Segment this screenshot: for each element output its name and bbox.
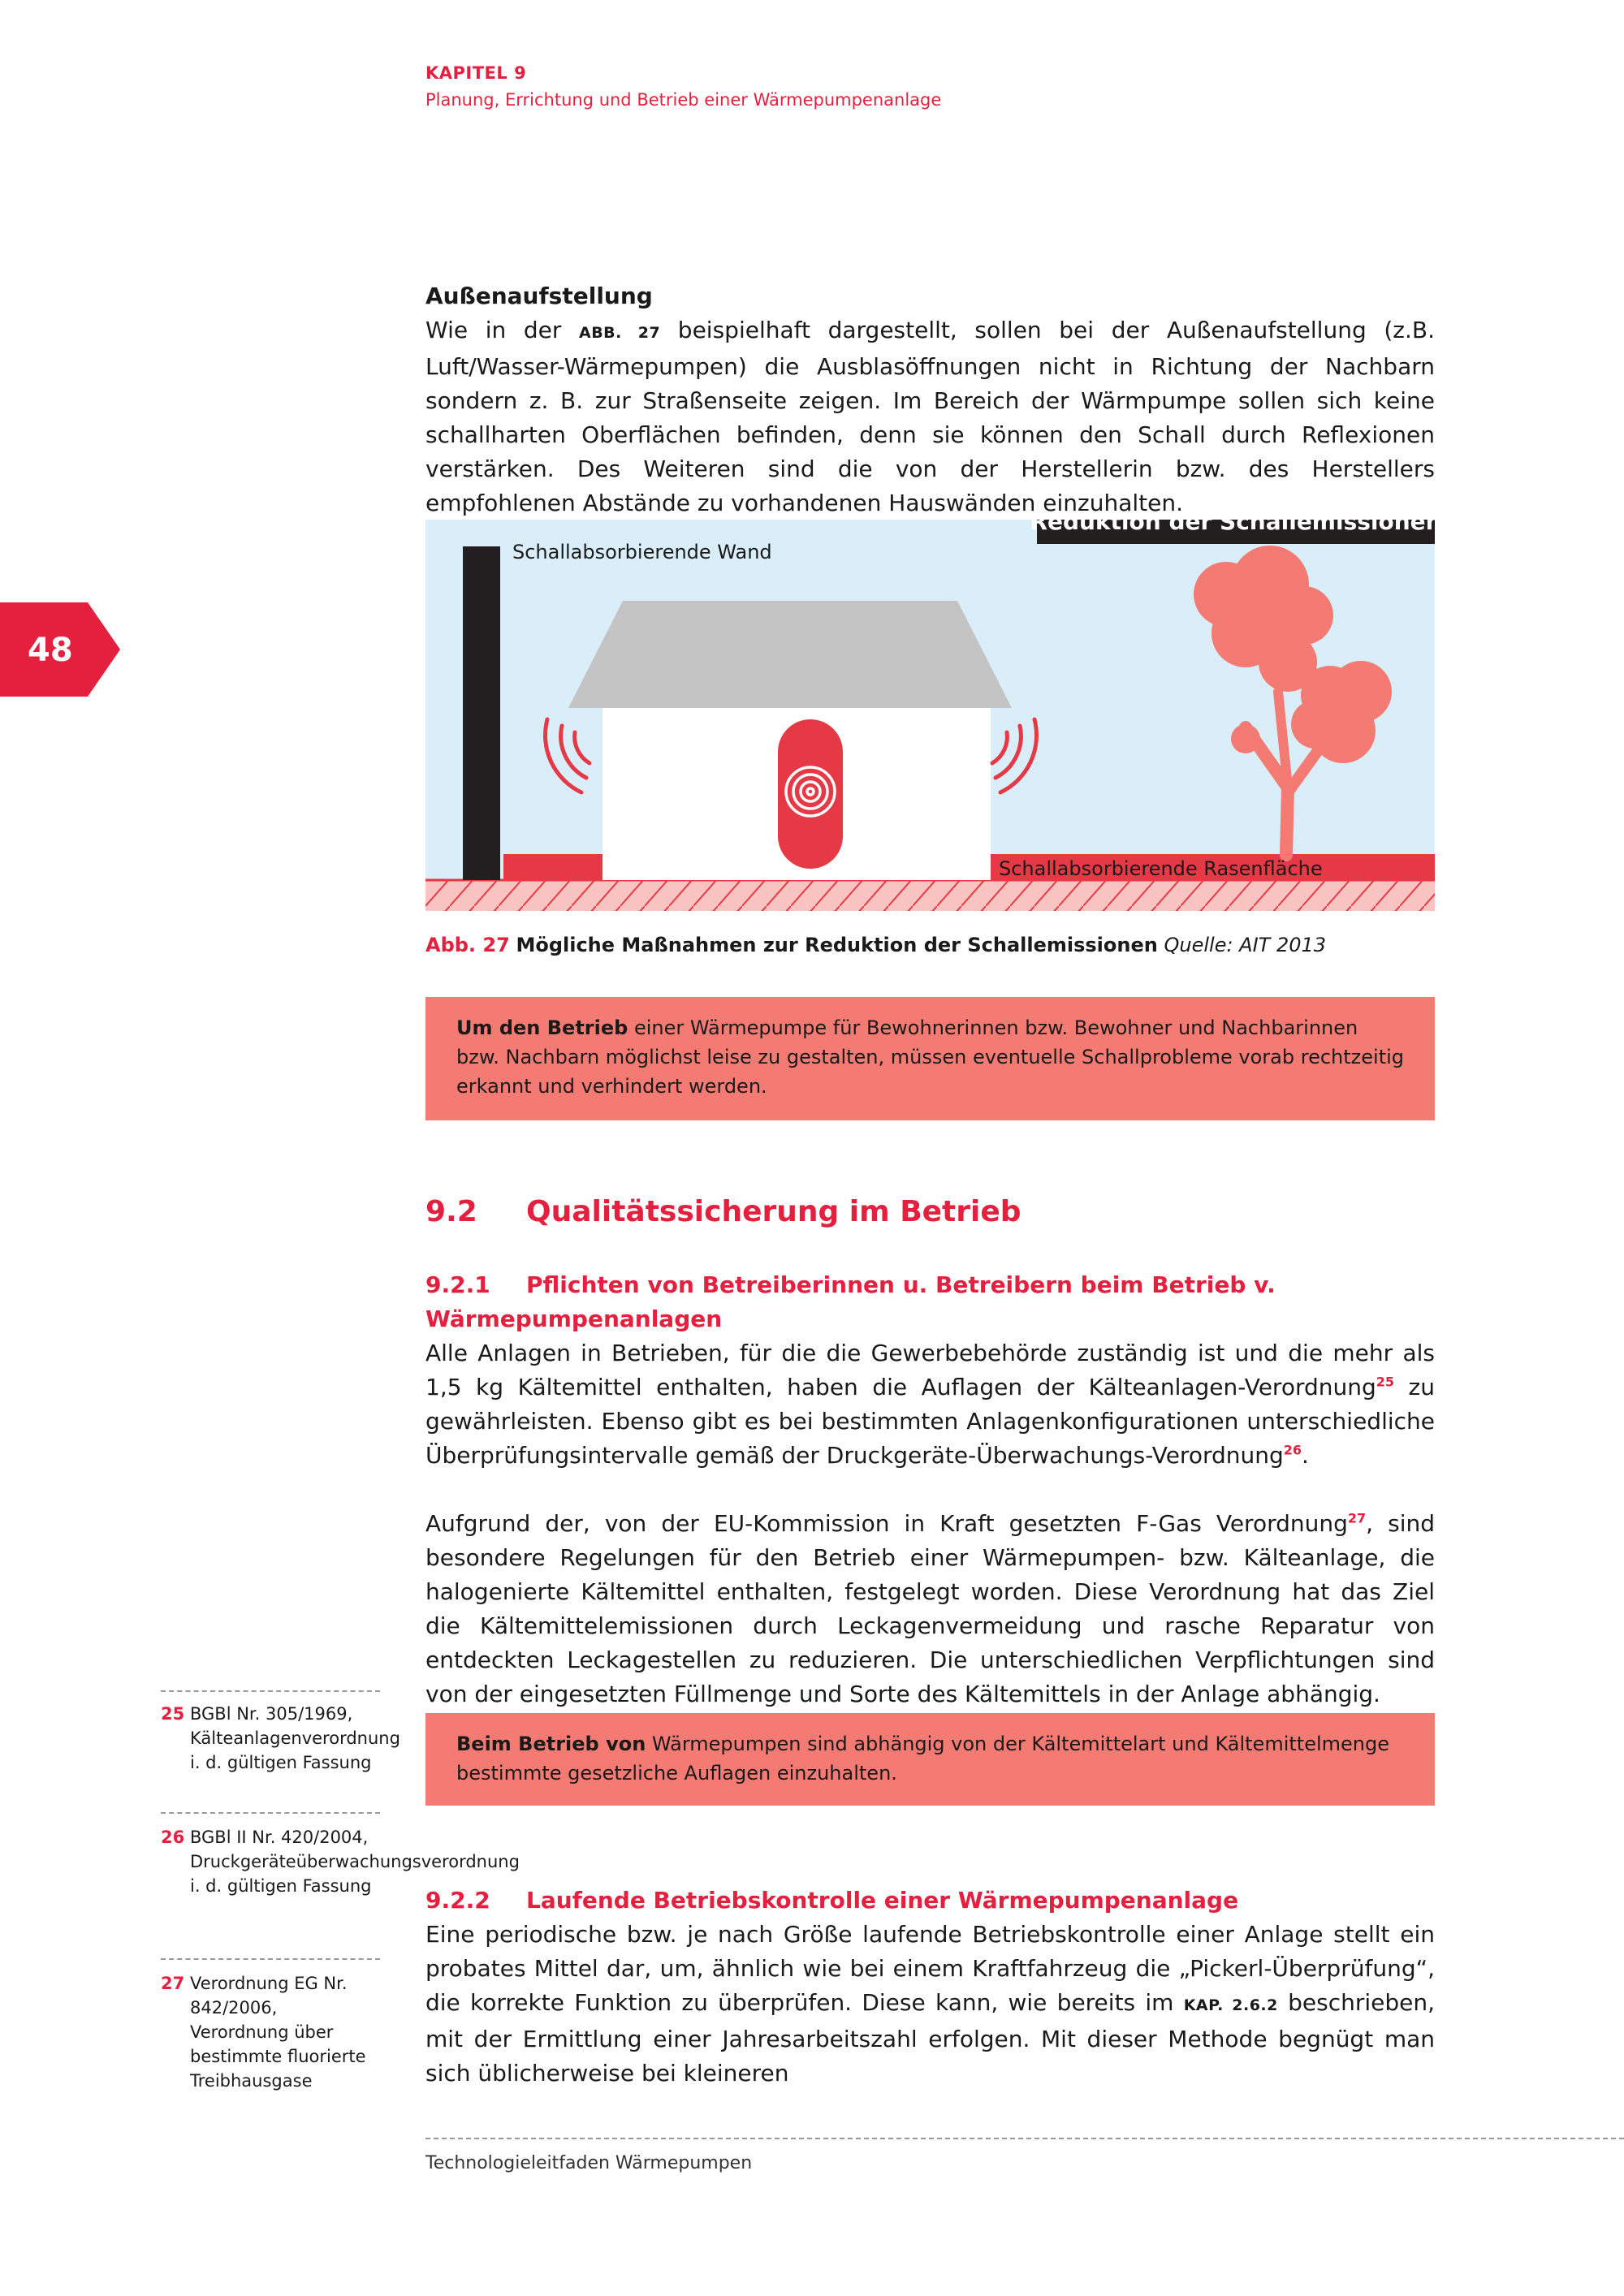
info-box-regulations-lead: Beim Betrieb von xyxy=(456,1733,646,1755)
info-box-noise-lead: Um den Betrieb xyxy=(456,1016,628,1039)
section-9-2-1-title: Pflichten von Betreiberinnen u. Betreibern beim Betrieb v. Wärmepumpenanlagen xyxy=(425,1271,1276,1332)
footnote-divider xyxy=(161,1958,380,1960)
section-9-2-2-number: 9.2.2 xyxy=(425,1887,490,1914)
absorbing-wall xyxy=(463,546,500,880)
section-9-2-1-heading xyxy=(425,1268,1435,1336)
caption-title: Mögliche Maßnahmen zur Reduktion der Schallemissionen xyxy=(516,934,1158,956)
section-9-2-2-title: Laufende Betriebskontrolle einer Wärmepumpenanlage xyxy=(526,1887,1239,1914)
footnote-text: BGBl II Nr. 420/2004, Druckgeräteüberwachungsverordnung i. d. gültigen Fassung xyxy=(190,1828,520,1896)
caption-label: Abb. 27 xyxy=(425,934,510,956)
info-box-regulations xyxy=(425,1713,1435,1806)
section-9-2-2-paragraph: Eine periodische bzw. je nach Größe laufende Betriebskontrolle einer Anlage stellt ein probates Mittel dar, um, ähnlich wie bei einem Kraftfahrzeug die „Pickerl-Überprüfung“, die korrekte Funktion zu überprüfen. Diese kann, wie bereits im KAP. 2.6.2 beschrieben, mit der Ermittlung einer Jahresarbeitszahl erfolgen. Mit dieser Methode begnügt man sich üblicherweise bei kleineren xyxy=(425,1921,1436,2087)
section-9-2-1-number: 9.2.1 xyxy=(425,1271,490,1298)
info-box-noise xyxy=(425,997,1435,1120)
page-number: 48 xyxy=(28,632,73,669)
section-9-2-1-paragraph-2: Aufgrund der, von der EU-Kommission in Kraft gesetzten F-Gas Verordnung$^{27}$, sind besondere Regelungen für den Betrieb einer Wärmepumpen- bzw. Kälteanlage, die halogenierte Kältemittel enthalten, festgelegt worden. Diese Verordnung hat das Ziel die Kältemittelemissionen durch Leckagenvermeidung und rasche Reparatur von entdeckten Leckagestellen zu reduzieren. Die unterschiedlichen Verpflichtungen sind von der eingesetzten Füllmenge und Sorte des Kältemittels in der Anlage abhängig. xyxy=(425,1510,1436,1707)
footnote-27 xyxy=(161,1971,380,2093)
footnote-25 xyxy=(161,1702,400,1775)
section-outdoor xyxy=(425,279,1435,520)
footnote-number: 26 xyxy=(161,1828,185,1847)
house-roof xyxy=(568,601,1012,708)
footer-divider xyxy=(425,2138,1624,2139)
section-9-2-2 xyxy=(425,1884,1435,2091)
info-box-regulations-text: Wärmepumpen sind abhängig von der Kältemittelart und Kältemittelmenge bestimmte gesetzliche Auflagen einzuhalten. xyxy=(456,1733,1389,1785)
section-9-2-1-paragraph-1: Alle Anlagen in Betrieben, für die die Gewerbebehörde zuständig ist und die mehr als 1,5 kg Kältemittel enthalten, haben die Auflagen der Kälteanlagen-Verordnung$^{25}$ zu gewährleisten. Ebenso gibt es bei bestimmten Anlagenkonfigurationen unterschiedliche Überprüfungsintervalle gemäß der Druckgeräte-Überwachungs-Verordnung$^{26}$. xyxy=(425,1340,1435,1469)
figure-caption xyxy=(425,934,1326,956)
footnote-number: 27 xyxy=(161,1974,185,1993)
label-absorbing-lawn: Schallabsorbierende Rasenfläche xyxy=(999,857,1323,880)
chapter-label: KAPITEL 9 xyxy=(425,63,527,83)
footnote-divider xyxy=(161,1690,380,1692)
figure-reference[interactable]: ABB. 27 xyxy=(579,324,661,342)
footnote-ref-26[interactable]: 26 xyxy=(1283,1442,1302,1458)
section-9-2-heading xyxy=(425,1195,1021,1228)
footnote-26 xyxy=(161,1825,520,1898)
info-box-noise-text: einer Wärmepumpe für Bewohnerinnen bzw. Bewohner und Nachbarinnen bzw. Nachbarn möglichst leise zu gestalten, müssen eventuelle Schallprobleme vorab rechtzeitig erkannt und verhindert werden. xyxy=(456,1016,1404,1098)
section-9-2-title: Qualitätssicherung im Betrieb xyxy=(526,1195,1021,1228)
ground-hatch xyxy=(425,880,1435,911)
caption-source: Quelle: AIT 2013 xyxy=(1164,934,1327,956)
figure-title: Reduktion der Schallemissionen xyxy=(1030,520,1435,535)
section-outdoor-paragraph: Wie in der ABB. 27 beispielhaft dargestellt, sollen bei der Außenaufstellung (z.B. Luft/Wasser-Wärmepumpen) die Ausblasöffnungen nicht in Richtung der Nachbarn sondern z. B. zur Straßenseite zeigen. Im Bereich der Wärmpumpe sollen sich keine schallharten Oberflächen befinden, denn sie können den Schall durch Reflexionen verstärken. Des Weiteren sind die von der Herstellerin bzw. des Herstellers empfohlenen Abstände zu vorhandenen Hauswänden einzuhalten. xyxy=(425,317,1435,516)
section-outdoor-heading: Außenaufstellung xyxy=(425,283,653,309)
chapter-subtitle: Planung, Errichtung und Betrieb einer Wärmepumpenanlage xyxy=(425,90,942,110)
footnote-number: 25 xyxy=(161,1704,185,1724)
noise-reduction-figure xyxy=(425,520,1435,911)
chapter-reference[interactable]: KAP. 2.6.2 xyxy=(1183,1996,1278,2014)
footnote-text: BGBl Nr. 305/1969, Kälteanlagenverordnung i. d. gültigen Fassung xyxy=(190,1704,400,1772)
section-9-2-number: 9.2 xyxy=(425,1195,477,1228)
footnote-divider xyxy=(161,1812,380,1814)
footnote-ref-27[interactable]: 27 xyxy=(1347,1510,1367,1526)
section-9-2-1 xyxy=(425,1268,1435,1711)
footnote-ref-25[interactable]: 25 xyxy=(1376,1374,1395,1390)
label-absorbing-wall: Schallabsorbierende Wand xyxy=(512,541,772,563)
section-9-2-2-heading xyxy=(425,1884,1435,1918)
footnote-text: Verordnung EG Nr. 842/2006, Verordnung über bestimmte fluorierte Treibhausgase xyxy=(190,1974,366,2091)
footer-title: Technologieleitfaden Wärmepumpen xyxy=(425,2153,753,2173)
